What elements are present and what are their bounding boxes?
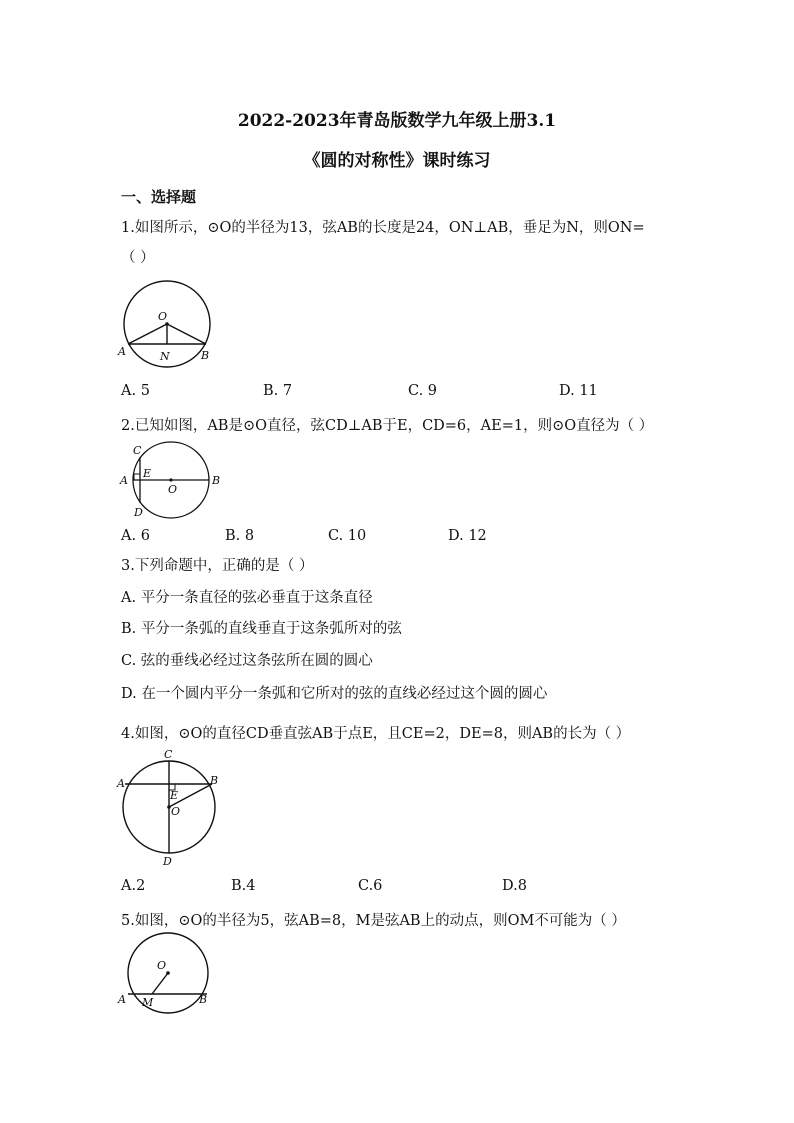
q4-label-e: E (170, 789, 179, 802)
question-2-option-a: A. 6 (121, 528, 150, 544)
q1-label-a: A (118, 345, 126, 358)
question-2-option-b: B. 8 (225, 528, 255, 544)
question-2-option-c: C. 10 (328, 528, 367, 544)
question-5-text: 5.如图，⊙O的半径为5，弦AB=8，M是弦AB上的动点，则OM不可能为（ ） (121, 913, 626, 929)
q2-label-o: O (168, 483, 178, 496)
q5-label-b: B (199, 993, 208, 1006)
question-4-option-c: C.6 (358, 878, 383, 894)
question-4-figure (115, 745, 225, 870)
question-3-option-c: C. 弦的垂线必经过这条弦所在圆的圆心 (121, 653, 373, 669)
question-4-option-d: D.8 (502, 878, 527, 894)
question-1-option-b: B. 7 (263, 383, 293, 399)
question-3-option-b: B. 平分一条弧的直线垂直于这条弧所对的弦 (121, 621, 402, 637)
q5-label-o: O (157, 959, 167, 972)
question-2-text: 2.已知如图，AB是⊙O直径，弦CD⊥AB于E，CD=6，AE=1，则⊙O直径为（ ） (121, 418, 654, 434)
q2-label-b: B (212, 474, 221, 487)
question-1-option-c: C. 9 (408, 383, 438, 399)
worksheet-subtitle: 《圆的对称性》课时练习 (303, 151, 491, 171)
question-1-text: 1.如图所示，⊙O的半径为13，弦AB的长度是24，ON⊥AB，垂足为N，则ON= (121, 220, 645, 236)
question-1-answer-blank: （ ） (121, 250, 155, 266)
question-3-option-d: D. 在一个圆内平分一条弧和它所对的弦的直线必经过这个圆的圆心 (121, 686, 548, 702)
q4-label-c: C (164, 748, 173, 761)
q2-label-a: A (120, 474, 128, 487)
question-2-figure (116, 438, 226, 523)
q1-label-o: O (158, 310, 168, 323)
question-4-text: 4.如图，⊙O的直径CD垂直弦AB于点E，且CE=2，DE=8，则AB的长为（ ） (121, 726, 631, 742)
question-4-option-b: B.4 (231, 878, 256, 894)
q1-label-n: N (160, 350, 170, 363)
section-heading: 一、选择题 (121, 188, 197, 206)
worksheet-title: 2022-2023年青岛版数学九年级上册3.1 (237, 111, 557, 131)
q2-label-e: E (143, 467, 152, 480)
q5-label-a: A (118, 993, 126, 1006)
question-4-option-a: A.2 (121, 878, 146, 894)
q4-label-b: B (210, 774, 219, 787)
question-3-text: 3.下列命题中，正确的是（ ） (121, 558, 314, 574)
question-1-option-a: A. 5 (121, 383, 150, 399)
q5-label-m: M (142, 996, 154, 1009)
q1-label-b: B (201, 349, 210, 362)
question-3-option-a: A. 平分一条直径的弦必垂直于这条直径 (121, 590, 373, 606)
q4-label-o: O (171, 805, 181, 818)
question-1-figure (115, 280, 225, 370)
q4-label-a: A (117, 777, 125, 790)
q2-label-c: C (133, 444, 142, 457)
q4-label-d: D (163, 855, 172, 868)
q2-label-d: D (134, 506, 143, 519)
question-5-figure (115, 932, 225, 1012)
question-1-option-d: D. 11 (559, 383, 598, 399)
question-2-option-d: D. 12 (448, 528, 487, 544)
